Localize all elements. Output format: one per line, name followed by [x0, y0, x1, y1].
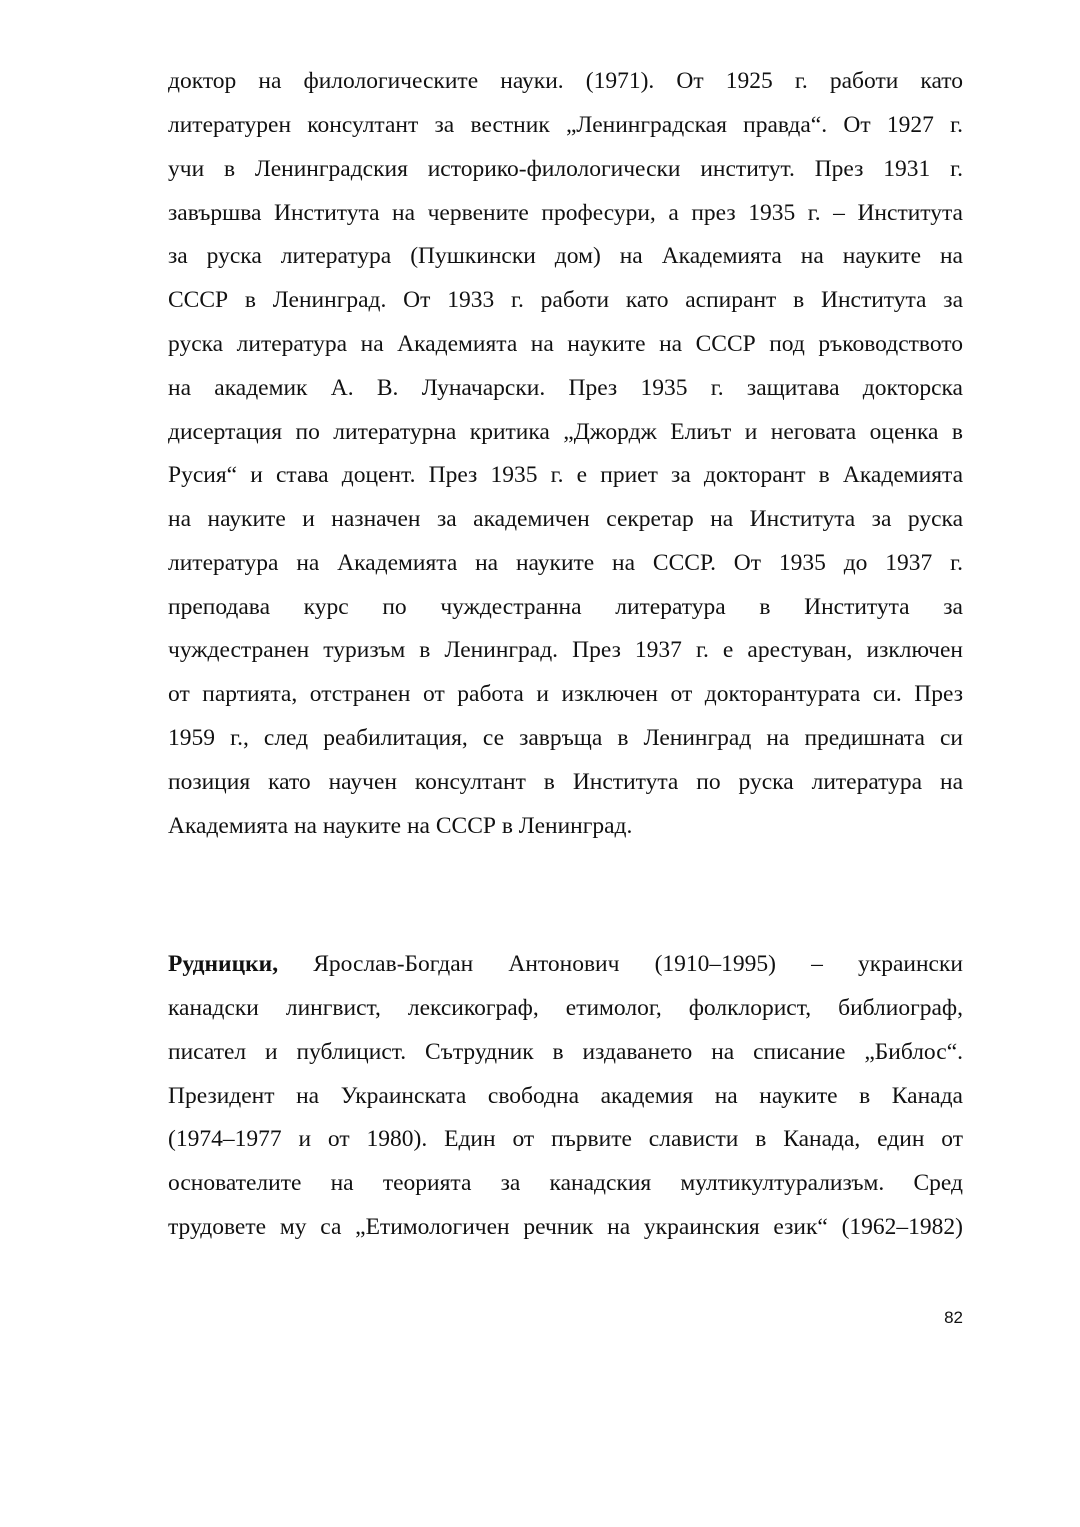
text-line: позиция като научен консултант в Института по руска литература на	[168, 769, 963, 795]
text-line: (1974–1977 и от 1980). Един от първите слависти в Канада, един от	[168, 1126, 963, 1152]
text-line: чуждестранен туризъм в Ленинград. През 1937 г. е арестуван, изключен	[168, 637, 963, 663]
text-line: на академик А. В. Луначарски. През 1935 г. защитава докторска	[168, 375, 963, 401]
text-line: на науките и назначен за академичен секретар на Института за руска	[168, 506, 963, 532]
page-number: 82	[944, 1308, 963, 1327]
text-line: доктор на филологическите науки. (1971). От 1925 г. работи като	[168, 68, 963, 94]
text-line: трудовете му са „Етимологичен речник на украинския език“ (1962–1982)	[168, 1214, 963, 1240]
text-line: литературен консултант за вестник „Ленинградская правда“. От 1927 г.	[168, 112, 963, 138]
entry-term: Рудницки,	[168, 951, 279, 977]
text-line: руска литература на Академията на науките на СССР под ръководството	[168, 331, 963, 357]
text-line: учи в Ленинградския историко-филологически институт. През 1931 г.	[168, 156, 963, 182]
text-line: от партията, отстранен от работа и изключен от докторантурата си. През	[168, 681, 963, 707]
text-line-entry-head	[168, 949, 963, 979]
text-line: писател и публицист. Сътрудник в издаването на списание „Библос“.	[168, 1039, 963, 1065]
text-line: СССР в Ленинград. От 1933 г. работи като аспирант в Института за	[168, 287, 963, 313]
text-line: завършва Института на червените професури, а през 1935 г. – Института	[168, 200, 963, 226]
text-line: 1959 г., след реабилитация, се завръща в Ленинград на предишната си	[168, 725, 963, 751]
entry-head-text: Ярослав-Богдан Антонович (1910–1995) – украински	[278, 951, 963, 977]
text-line: литература на Академията на науките на СССР. От 1935 до 1937 г.	[168, 550, 963, 576]
text-line: дисертация по литературна критика „Джордж Елиът и неговата оценка в	[168, 419, 963, 445]
text-line: Президент на Украинската свободна академия на науките в Канада	[168, 1083, 963, 1109]
text-line: Академията на науките на СССР в Ленинград.	[168, 813, 633, 839]
text-line: преподава курс по чуждестранна литература в Института за	[168, 594, 963, 620]
text-line: за руска литература (Пушкински дом) на Академията на науките на	[168, 243, 963, 269]
text-line: канадски лингвист, лексикограф, етимолог, фолклорист, библиограф,	[168, 995, 963, 1021]
text-line: Русия“ и става доцент. През 1935 г. е приет за докторант в Академията	[168, 462, 963, 488]
text-line: основателите на теорията за канадския мултикултурализъм. Сред	[168, 1170, 963, 1196]
